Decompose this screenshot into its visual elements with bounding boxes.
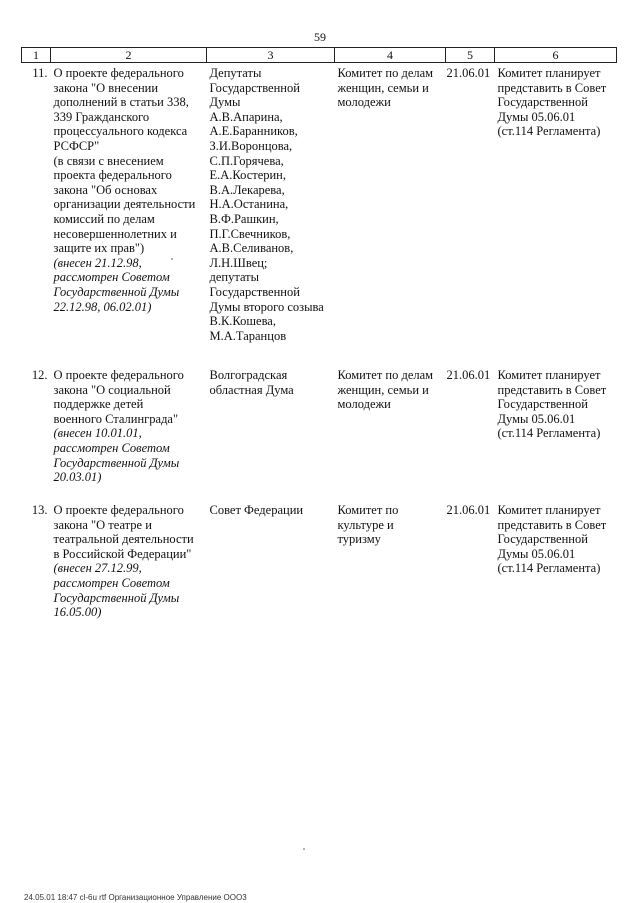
text-line: Государственной [209,284,300,299]
text-line: Государственной Думы [53,284,180,299]
row-number: 11. [32,66,48,80]
text-line: Думы 05.06.01 [497,109,576,124]
text-line: Депутаты [209,66,262,80]
text-line: Думы 05.06.01 [497,411,576,426]
committee-plan [495,365,617,500]
text-line: закона "О театре и [53,517,152,532]
text-line: Думы [209,95,241,110]
bill-authors [207,365,335,500]
bill-title [54,66,205,256]
text-line: представить в Совет [497,382,607,397]
text-line: Думы 05.06.01 [497,546,576,561]
text-line: рассмотрен Советом [53,440,170,455]
responsible-committee [335,365,446,500]
bill-title [54,368,205,426]
text-line: Н.А.Останина, [209,197,289,212]
text-line: депутаты [209,270,260,285]
text-line: молодежи [337,95,391,110]
review-date: 21.06.01 [446,66,491,80]
bill-authors [207,63,335,366]
text-line: представить в Совет [497,517,607,532]
text-line: в Российской Федерации" [53,546,192,561]
column-header: 5 [446,48,495,63]
text-line: М.А.Таранцов [209,328,287,343]
text-line: (в связи с внесением [53,153,164,168]
text-line: (ст.114 Регламента) [497,426,601,441]
text-line: Государственной Думы [53,455,180,470]
column-header: 6 [495,48,617,63]
text-line: А.В.Апарина, [209,109,283,124]
bill-submission-info [54,561,205,619]
text-line: С.П.Горячева, [209,153,284,168]
text-line: рассмотрен Советом [53,575,170,590]
text-line: Комитет по делам [337,66,434,80]
bill-title-cell [51,63,207,366]
text-line: Государственной [497,95,588,110]
text-line: несовершеннолетних и [53,226,177,241]
scan-speck [303,848,305,850]
text-line: Комитет планирует [497,66,601,80]
text-line: туризму [337,532,381,547]
scan-speck [171,258,173,260]
text-line: процессуального кодекса [53,124,188,139]
text-line: закона "Об основах [53,182,158,197]
text-line: (ст.114 Регламента) [497,561,601,576]
text-line: П.Г.Свечников, [209,226,291,241]
text-line: молодежи [337,397,391,412]
text-line: Комитет планирует [497,503,601,517]
text-line: 16.05.00) [53,605,102,620]
text-line: Волгоградская [209,368,288,382]
column-header: 2 [51,48,207,63]
row-number: 13. [31,503,48,517]
text-line: А.Е.Баранников, [209,124,298,139]
text-line: Думы второго созыва [209,299,324,314]
review-date: 21.06.01 [446,503,491,517]
text-line: культуре и [337,517,394,532]
text-line: (ст.114 Регламента) [497,124,601,139]
bills-table [21,47,617,643]
fax-footer: 24.05.01 18:47 cl-6u rtf Организационное Управление ООО3 [24,893,247,902]
table-row [22,500,617,643]
text-line: комиссий по делам [53,211,155,226]
text-line: (внесен 27.12.99, [53,561,142,576]
bill-title [54,503,205,561]
column-header: 3 [207,48,335,63]
review-date: 21.06.01 [446,368,491,382]
text-line: Государственной Думы [53,590,180,605]
text-line: Государственной [209,80,300,95]
text-line: О проекте федерального [53,66,184,80]
text-line: (внесен 21.12.98, [53,255,142,270]
bill-submission-info [54,256,205,314]
text-line: Комитет по [337,503,399,517]
text-line: В.К.Кошева, [209,314,276,329]
responsible-committee [335,500,446,643]
responsible-committee [335,63,446,366]
text-line: женщин, семьи и [337,80,429,95]
text-line: Государственной [497,532,588,547]
text-line: З.И.Воронцова, [209,138,293,153]
text-line: Л.Н.Швец; [209,255,268,270]
text-line: закона "О внесении [53,80,159,95]
text-line: В.А.Лекарева, [209,182,285,197]
text-line: В.Ф.Рашкин, [209,211,279,226]
bill-title-cell [51,500,207,643]
column-header: 4 [335,48,446,63]
column-header: 1 [22,48,51,63]
text-line: 20.03.01) [53,470,102,485]
text-line: организации деятельности [53,197,196,212]
column-number-row [22,48,617,63]
text-line: областная Дума [209,382,294,397]
text-line: поддержке детей [53,397,144,412]
text-line: РСФСР" [53,138,100,153]
bill-submission-info [54,426,205,484]
bill-authors [207,500,335,643]
text-line: А.В.Селиванов, [209,241,294,256]
table-row [22,63,617,366]
table-row [22,365,617,500]
text-line: 22.12.98, 06.02.01) [53,299,152,314]
text-line: О проекте федерального [53,368,184,382]
text-line: женщин, семьи и [337,382,429,397]
text-line: Комитет планирует [497,368,601,382]
page-number: 59 [314,30,326,44]
text-line: рассмотрен Советом [53,270,170,285]
bill-title-cell [51,365,207,500]
text-line: защите их прав") [53,241,145,256]
text-line: закона "О социальной [53,382,171,397]
text-line: проекта федерального [53,168,172,183]
committee-plan [495,63,617,366]
row-number: 12. [31,368,48,382]
text-line: представить в Совет [497,80,607,95]
committee-plan [495,500,617,643]
text-line: Совет Федерации [209,503,304,517]
text-line: (внесен 10.01.01, [53,426,142,441]
text-line: 339 Гражданского [53,109,150,124]
text-line: дополнений в статьи 338, [53,95,189,110]
text-line: театральной деятельности [53,532,194,547]
text-line: О проекте федерального [53,503,184,517]
text-line: Е.А.Костерин, [209,168,287,183]
text-line: Комитет по делам [337,368,434,382]
text-line: военного Сталинграда" [53,411,179,426]
text-line: Государственной [497,397,588,412]
